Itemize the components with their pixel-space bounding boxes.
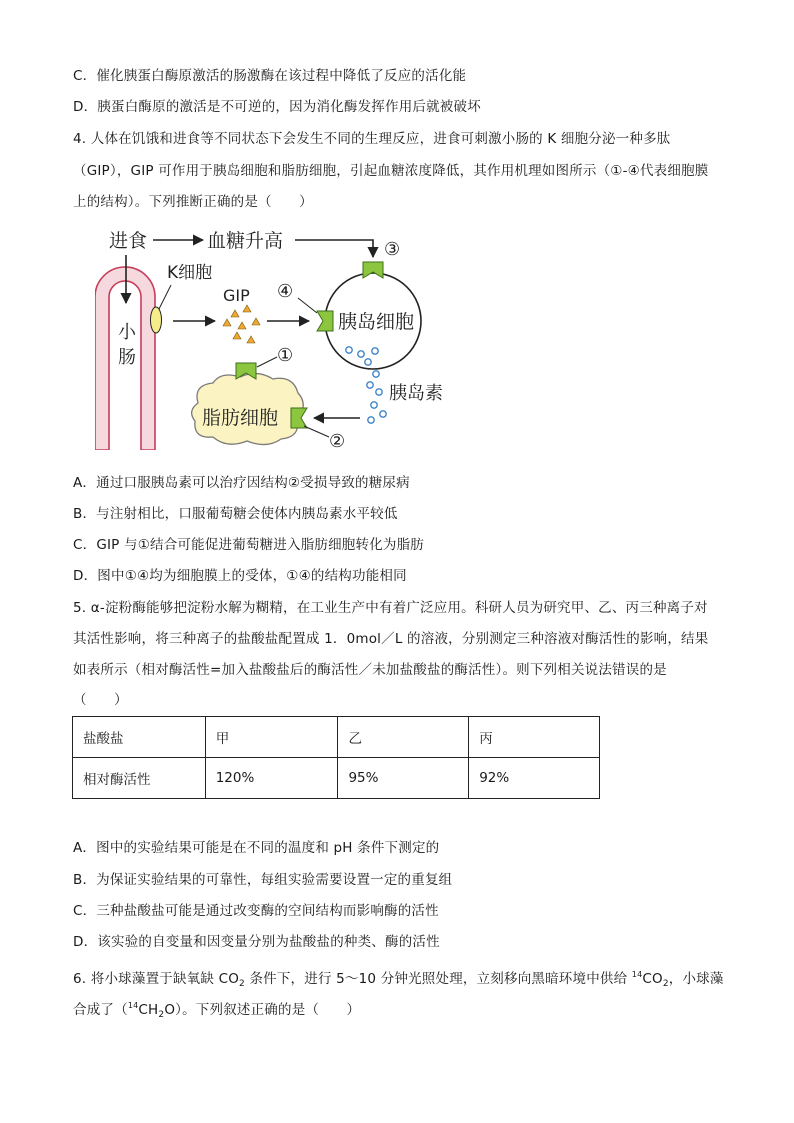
gip-mechanism-diagram xyxy=(95,225,475,450)
q3-option-c: C．催化胰蛋白酶原激活的肠激酶在该过程中降低了反应的活化能 xyxy=(73,68,467,84)
receptor-2 xyxy=(291,408,307,428)
q4-stem-line1: 4. 人体在饥饿和进食等不同状态下会发生不同的生理反应，进食可刺激小肠的 K 细胞分泌一种多肽 xyxy=(73,131,671,147)
label-islet-cell: 胰岛细胞 xyxy=(338,311,415,333)
label-intestine-2: 肠 xyxy=(118,347,136,368)
table-cell: 相对酶活性 xyxy=(73,758,206,799)
marker-1: ① xyxy=(277,345,294,366)
q6-stem-line2 xyxy=(73,996,360,1025)
q6-text: CH xyxy=(138,1002,159,1018)
q5-option-d: D．该实验的自变量和因变量分别为盐酸盐的种类、酶的活性 xyxy=(73,934,440,950)
label-eat: 进食 xyxy=(109,230,148,252)
arrow-glucose-to-islet xyxy=(295,240,373,257)
q6-text: O）。下列叙述正确的是（ ） xyxy=(164,1002,361,1018)
enzyme-activity-table xyxy=(72,716,600,799)
q5-option-a: A．图中的实验结果可能是在不同的温度和 pH 条件下测定的 xyxy=(73,840,440,856)
q6-subscript: 2 xyxy=(662,979,669,989)
q4-option-a: A．通过口服胰岛素可以治疗因结构②受损导致的糖尿病 xyxy=(73,475,410,491)
q4-stem-line2: （GIP），GIP 可作用于胰岛细胞和脂肪细胞，引起血糖浓度降低，其作用机理如图所示（①-④代表细胞膜 xyxy=(73,163,709,179)
q5-option-c: C．三种盐酸盐可能是通过改变酶的空间结构而影响酶的活性 xyxy=(73,903,439,919)
table-row xyxy=(73,717,600,758)
marker-3: ③ xyxy=(384,239,401,260)
q6-text: 合成了（ xyxy=(73,1002,128,1018)
q6-superscript: 14 xyxy=(127,1001,139,1010)
marker-4-pointer xyxy=(298,298,317,313)
q6-stem-line1 xyxy=(73,965,724,994)
q6-text: 条件下，进行 5～10 分钟光照处理，立刻移向黑暗环境中供给 xyxy=(244,971,632,987)
marker-1-pointer xyxy=(257,357,277,367)
label-k-cell: K细胞 xyxy=(167,263,213,283)
k-cell-pointer xyxy=(159,285,171,309)
label-intestine-1: 小 xyxy=(118,322,136,343)
table-cell: 92% xyxy=(469,758,600,799)
table-cell: 120% xyxy=(205,758,338,799)
marker-4: ④ xyxy=(277,281,294,302)
q6-subscript: 2 xyxy=(239,979,245,989)
label-gip: GIP xyxy=(223,286,250,305)
table-cell: 盐酸盐 xyxy=(73,717,206,758)
q3-option-d: D．胰蛋白酶原的激活是不可逆的，因为消化酶发挥作用后就被破坏 xyxy=(73,99,481,115)
receptor-4 xyxy=(317,311,333,331)
q5-stem-line2: 其活性影响，将三种离子的盐酸盐配置成 1．0mol／L 的溶液，分别测定三种溶液对酶活性的影响，结果 xyxy=(73,631,709,647)
q4-option-c: C．GIP 与①结合可能促进葡萄糖进入脂肪细胞转化为脂肪 xyxy=(73,537,425,553)
label-glucose-rise: 血糖升高 xyxy=(207,230,284,252)
label-fat-cell: 脂肪细胞 xyxy=(202,407,279,429)
q6-subscript: 2 xyxy=(158,1010,165,1020)
table-cell: 丙 xyxy=(469,717,600,758)
label-insulin: 胰岛素 xyxy=(389,383,443,404)
gip-molecules xyxy=(223,305,260,343)
marker-2-pointer xyxy=(304,426,329,437)
q5-stem-line1: 5. α-淀粉酶能够把淀粉水解为糊精，在工业生产中有着广泛应用。科研人员为研究甲、乙、丙三种离子对 xyxy=(73,600,708,616)
q6-text: CO xyxy=(642,971,663,987)
q6-text: 6. 将小球藻置于缺氧缺 CO xyxy=(73,971,240,987)
table-row xyxy=(73,758,600,799)
q6-text: ，小球藻 xyxy=(668,971,724,987)
q5-option-b: B．为保证实验结果的可靠性，每组实验需要设置一定的重复组 xyxy=(73,872,453,888)
marker-2: ② xyxy=(329,431,346,450)
q4-option-b: B．与注射相比，口服葡萄糖会使体内胰岛素水平较低 xyxy=(73,506,398,522)
q4-stem-line3: 上的结构）。下列推断正确的是（ ） xyxy=(73,194,313,210)
table-cell: 95% xyxy=(338,758,469,799)
q5-stem-line3: 如表所示（相对酶活性=加入盐酸盐后的酶活性／未加盐酸盐的酶活性）。则下列相关说法错误的是 xyxy=(73,662,667,678)
table-cell: 甲 xyxy=(205,717,338,758)
q6-superscript: 14 xyxy=(631,970,643,979)
q4-option-d: D．图中①④均为细胞膜上的受体，①④的结构功能相同 xyxy=(73,568,407,584)
q5-stem-line4: （ ） xyxy=(73,692,128,708)
k-cell xyxy=(151,307,162,333)
table-cell: 乙 xyxy=(338,717,469,758)
